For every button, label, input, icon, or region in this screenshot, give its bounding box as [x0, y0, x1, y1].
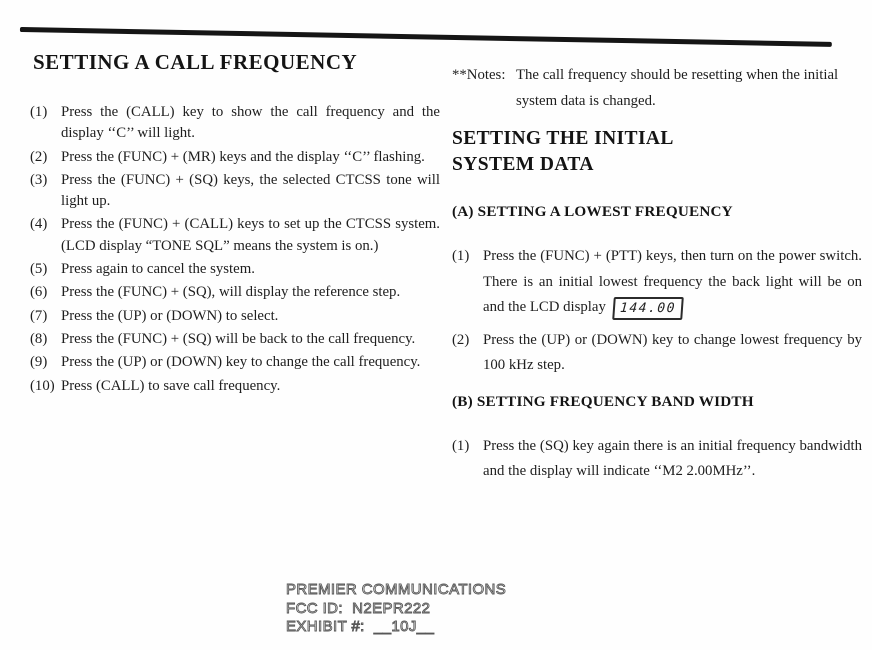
step-text: Press the (FUNC) + (CALL) keys to set up the CTCSS system. (LCD display “TONE SQL” means the system is on.) [61, 216, 440, 254]
step-number: (4) [30, 216, 48, 233]
section-title-line1: SETTING THE INITIAL [452, 128, 674, 149]
list-item [30, 282, 440, 303]
list-item [452, 244, 862, 321]
step-number: (9) [30, 354, 48, 371]
step-text-body: Press the (FUNC) + (PTT) keys, then turn on the power switch. There is an initial lowest frequency the back light will be on and the LCD display [483, 248, 862, 315]
list-item [452, 434, 862, 485]
top-horizontal-rule [20, 27, 832, 47]
step-text: Press the (SQ) key again there is an initial frequency bandwidth and the display will indicate ‘‘M2 2.00MHz’’. [483, 437, 862, 479]
subsection-a-heading: (A) SETTING A LOWEST FREQUENCY [452, 203, 733, 220]
step-text: Press again to cancel the system. [61, 261, 255, 278]
stamp-exhibit-line: EXHIBIT #: __10J__ [286, 618, 435, 635]
step-text: Press the (CALL) key to show the call frequency and the display ‘‘C’’ will light. [61, 104, 440, 142]
notes-block [452, 62, 862, 114]
section-title-line2: SYSTEM DATA [452, 154, 594, 175]
step-number: (1) [30, 104, 48, 120]
list-item [30, 147, 440, 168]
stamp-fcc-id-line: FCC ID: N2EPR222 [286, 599, 431, 617]
subsection-b-heading: (B) SETTING FREQUENCY BAND WIDTH [452, 392, 754, 410]
right-column [452, 62, 862, 485]
step-number: (3) [30, 171, 48, 188]
step-number: (6) [30, 284, 48, 301]
step-number: (2) [30, 148, 48, 165]
call-frequency-steps [30, 102, 440, 397]
lcd-display: 144.00 [612, 297, 684, 320]
step-text: Press the (FUNC) + (SQ), will display the reference step. [61, 284, 401, 301]
list-item [30, 102, 440, 145]
left-column [30, 50, 440, 399]
step-text: Press the (FUNC) + (MR) keys and the display ‘‘C’’ flashing. [61, 148, 425, 165]
step-number: (1) [452, 248, 470, 264]
step-number: (7) [30, 307, 48, 324]
step-text: Press the (FUNC) + (SQ) keys, the selected CTCSS tone will light up. [61, 171, 440, 210]
list-item [30, 352, 440, 373]
step-number: (2) [452, 331, 470, 348]
step-text: Press the (FUNC) + (SQ) will be back to the call frequency. [61, 330, 416, 347]
step-number: (10) [30, 377, 55, 394]
right-section-title [452, 126, 862, 178]
notes-label: **Notes: [452, 67, 506, 83]
step-text: Press the (UP) or (DOWN) key to change the call frequency. [61, 354, 421, 371]
list-item [452, 328, 862, 379]
step-number: (1) [452, 437, 470, 454]
left-section-title: SETTING A CALL FREQUENCY [33, 50, 358, 74]
step-number: (8) [30, 330, 48, 347]
step-text: Press (CALL) to save call frequency. [61, 377, 281, 394]
stamp-company-line: PREMIER COMMUNICATIONS [286, 581, 507, 598]
list-item [30, 306, 440, 327]
fcc-exhibit-stamp [286, 581, 506, 637]
list-item [30, 329, 440, 350]
step-text: Press the (UP) or (DOWN) key to change lowest frequency by 100 kHz step. [483, 331, 862, 373]
notes-text: The call frequency should be resetting when the initial system data is changed. [516, 67, 839, 109]
list-item [30, 170, 440, 213]
step-text [483, 244, 862, 321]
list-item [30, 214, 440, 257]
list-item [30, 259, 440, 280]
step-text: Press the (UP) or (DOWN) to select. [61, 307, 279, 324]
list-item [30, 376, 440, 397]
step-number: (5) [30, 261, 48, 278]
